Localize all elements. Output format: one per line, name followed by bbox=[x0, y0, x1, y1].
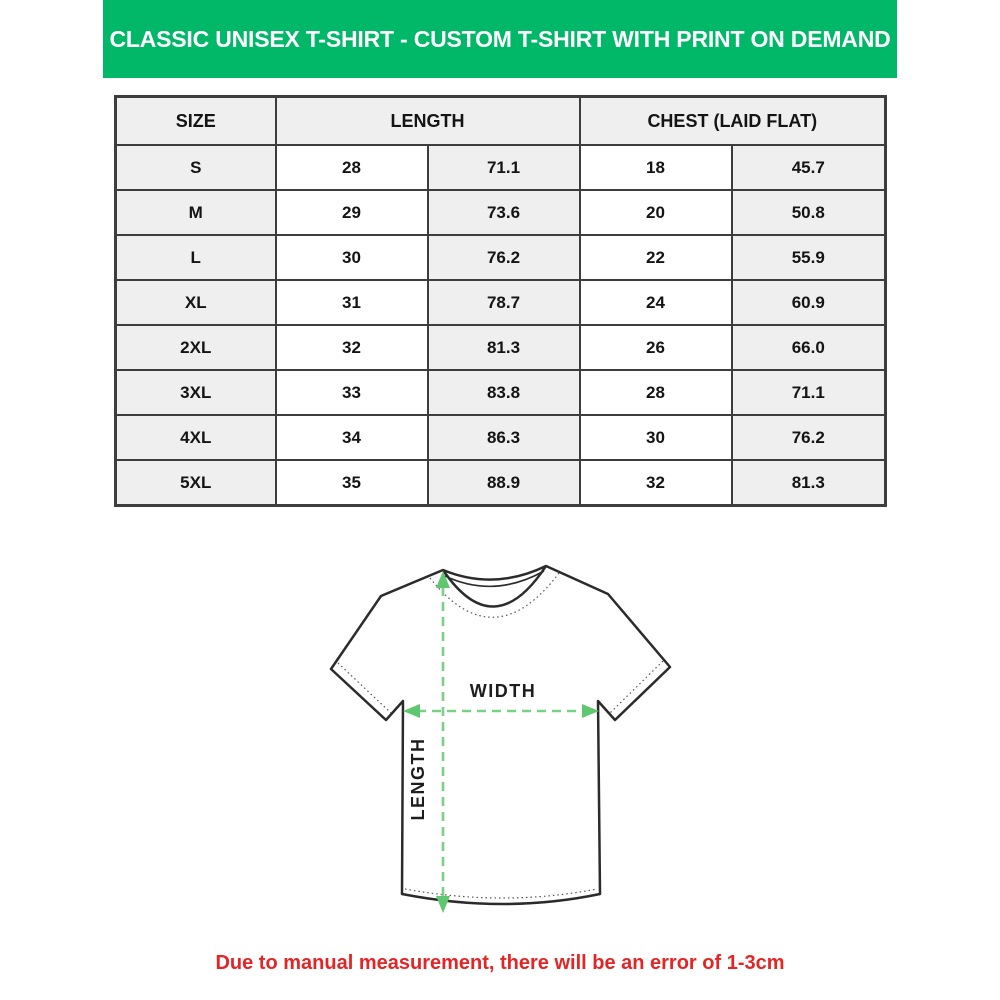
chest-cm-cell: 66.0 bbox=[732, 325, 886, 370]
chest-in-cell: 30 bbox=[580, 415, 732, 460]
size-cell: 4XL bbox=[116, 415, 276, 460]
chest-cm-cell: 81.3 bbox=[732, 460, 886, 506]
chest-in-cell: 28 bbox=[580, 370, 732, 415]
header-row bbox=[116, 97, 886, 146]
table-row bbox=[116, 370, 886, 415]
length-cm-cell: 76.2 bbox=[428, 235, 580, 280]
chest-in-cell: 32 bbox=[580, 460, 732, 506]
chest-cm-cell: 50.8 bbox=[732, 190, 886, 235]
length-cm-cell: 71.1 bbox=[428, 145, 580, 190]
length-cm-cell: 78.7 bbox=[428, 280, 580, 325]
chest-in-cell: 22 bbox=[580, 235, 732, 280]
length-label: LENGTH bbox=[408, 737, 428, 821]
length-in-cell: 33 bbox=[276, 370, 428, 415]
length-cm-cell: 73.6 bbox=[428, 190, 580, 235]
measurement-note: Due to manual measurement, there will be an error of 1-3cm bbox=[215, 952, 785, 974]
length-in-cell: 30 bbox=[276, 235, 428, 280]
chest-in-cell: 24 bbox=[580, 280, 732, 325]
size-cell: 2XL bbox=[116, 325, 276, 370]
table-row bbox=[116, 280, 886, 325]
size-cell: XL bbox=[116, 280, 276, 325]
length-cm-cell: 88.9 bbox=[428, 460, 580, 506]
length-in-cell: 34 bbox=[276, 415, 428, 460]
table-row bbox=[116, 145, 886, 190]
chest-in-cell: 18 bbox=[580, 145, 732, 190]
tshirt-diagram bbox=[310, 545, 700, 950]
col-header-chest: CHEST (LAID FLAT) bbox=[580, 97, 886, 146]
size-cell: 3XL bbox=[116, 370, 276, 415]
col-header-size: SIZE bbox=[116, 97, 276, 146]
length-cm-cell: 86.3 bbox=[428, 415, 580, 460]
length-arrowhead-bottom bbox=[436, 896, 450, 913]
title-banner bbox=[103, 0, 897, 78]
length-in-cell: 35 bbox=[276, 460, 428, 506]
length-in-cell: 32 bbox=[276, 325, 428, 370]
table-row bbox=[116, 235, 886, 280]
size-cell: M bbox=[116, 190, 276, 235]
size-chart-table bbox=[114, 95, 887, 507]
chest-cm-cell: 60.9 bbox=[732, 280, 886, 325]
length-cm-cell: 81.3 bbox=[428, 325, 580, 370]
chest-cm-cell: 55.9 bbox=[732, 235, 886, 280]
length-in-cell: 31 bbox=[276, 280, 428, 325]
table-row bbox=[116, 190, 886, 235]
page-title: CLASSIC UNISEX T-SHIRT - CUSTOM T-SHIRT WITH PRINT ON DEMAND bbox=[109, 25, 891, 52]
width-label: WIDTH bbox=[469, 681, 537, 701]
length-in-cell: 29 bbox=[276, 190, 428, 235]
chest-cm-cell: 76.2 bbox=[732, 415, 886, 460]
size-cell: L bbox=[116, 235, 276, 280]
table-row bbox=[116, 460, 886, 506]
chest-cm-cell: 71.1 bbox=[732, 370, 886, 415]
table-row bbox=[116, 325, 886, 370]
length-in-cell: 28 bbox=[276, 145, 428, 190]
length-cm-cell: 83.8 bbox=[428, 370, 580, 415]
chest-cm-cell: 45.7 bbox=[732, 145, 886, 190]
chest-in-cell: 26 bbox=[580, 325, 732, 370]
chest-in-cell: 20 bbox=[580, 190, 732, 235]
size-cell: 5XL bbox=[116, 460, 276, 506]
tshirt-outline bbox=[331, 566, 670, 904]
size-cell: S bbox=[116, 145, 276, 190]
table-row bbox=[116, 415, 886, 460]
col-header-length: LENGTH bbox=[276, 97, 580, 146]
